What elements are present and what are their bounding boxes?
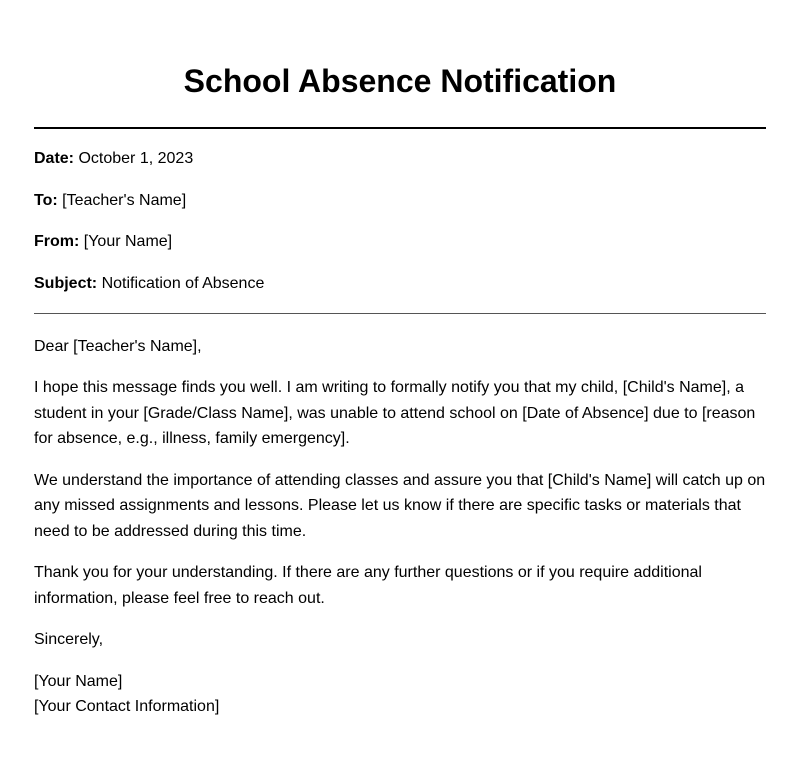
from-line [34, 232, 766, 252]
from-value: [Your Name] [83, 233, 173, 250]
to-value: [Teacher's Name] [62, 191, 187, 209]
signature-contact: [Your Contact Information] [34, 698, 220, 715]
letter-body [34, 334, 766, 720]
date-line [34, 149, 766, 169]
letter-header [34, 149, 766, 294]
to-label: To: [34, 191, 58, 209]
date-value: October 1, 2023 [78, 150, 194, 167]
subject-value: Notification of Absence [101, 274, 265, 292]
signature-name: [Your Name] [34, 672, 123, 690]
body-paragraph-2: We understand the importance of attending classes and assure you that [Child's Name] will catch up on any missed assignments and lessons. Please let us know if there are specific tasks or materials that need to be addressed during this time. [34, 471, 766, 540]
document-title: School Absence Notification [183, 63, 617, 99]
body-paragraph-1: I hope this message finds you well. I am writing to formally notify you that my child, [Child's Name], a student in your [Grade/Class Name], was unable to attend school on [Date of Absence] due to [reason for absence, e.g., illness, family emergency]. [34, 379, 756, 447]
from-label: From: [34, 233, 80, 250]
closing: Sincerely, [34, 631, 104, 648]
greeting: Dear [Teacher's Name], [34, 337, 202, 355]
header-divider [34, 313, 766, 314]
date-label: Date: [34, 150, 75, 167]
body-paragraph-3: Thank you for your understanding. If there are any further questions or if you require additional information, please feel free to reach out. [34, 564, 702, 607]
subject-label: Subject: [34, 274, 98, 292]
to-line [34, 191, 766, 211]
subject-line [34, 274, 766, 294]
title-divider [34, 127, 766, 129]
